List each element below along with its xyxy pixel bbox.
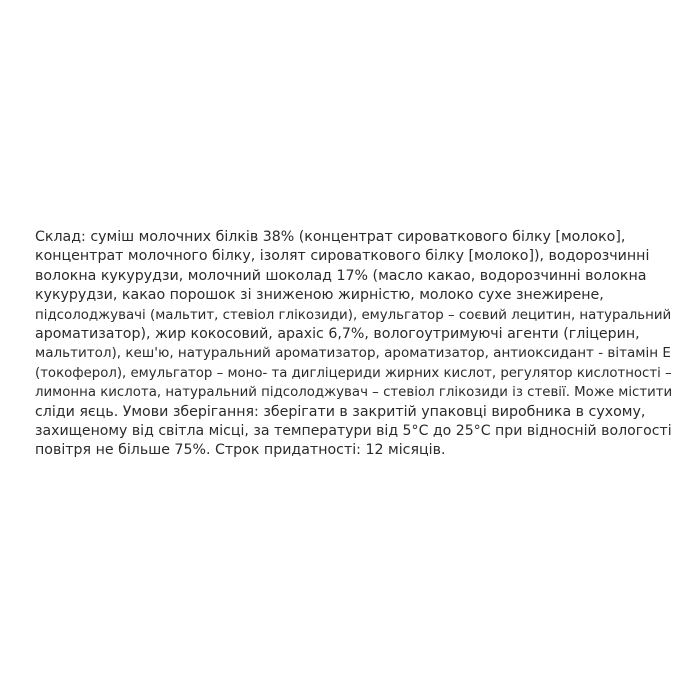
text-line: Склад: суміш молочних білків 38% (концентрат сироваткового білку [молоко], [35,229,626,245]
text-line: ароматизатор), жир кокосовий, арахіс 6,7%, вологоутримуючі агенти (гліцерин, [35,326,640,343]
text-line: підсолоджувачі (мальтит, стевіол глікозиди), емульгатор – соєвий лецитин, натуральний [35,307,672,323]
text-line: мальтитол), кеш'ю, натуральний ароматизатор, ароматизатор, антиоксидант - вітамін Е [35,345,671,362]
text-line: волокна кукурудзи, молочний шоколад 17% (масло какао, водорозчинні волокна [35,267,647,284]
ingredients-text [35,228,675,461]
text-line: захищеному від світла місці, за температури від 5°С до 25°С при відносній вологості [35,423,672,440]
text-line: лимонна кислота, натуральний підсолоджувач – стевіол глікозиди із стевії. Може містити [35,385,673,401]
text-line: (токоферол), емульгатор – моно- та дигліцериди жирних кислот, регулятор кислотності – [35,365,672,381]
text-line: сліди яєць. Умови зберігання: зберігати в закритій упаковці виробника в сухому, [35,403,646,420]
text-line: повітря не більше 75%. Строк придатності: 12 місяців. [35,442,446,459]
text-line: концентрат молочного білку, ізолят сироваткового білку [молоко]), водорозчинні [35,248,650,265]
text-line: кукурудзи, какао порошок зі зниженою жирністю, молоко сухе знежирене, [35,287,604,304]
